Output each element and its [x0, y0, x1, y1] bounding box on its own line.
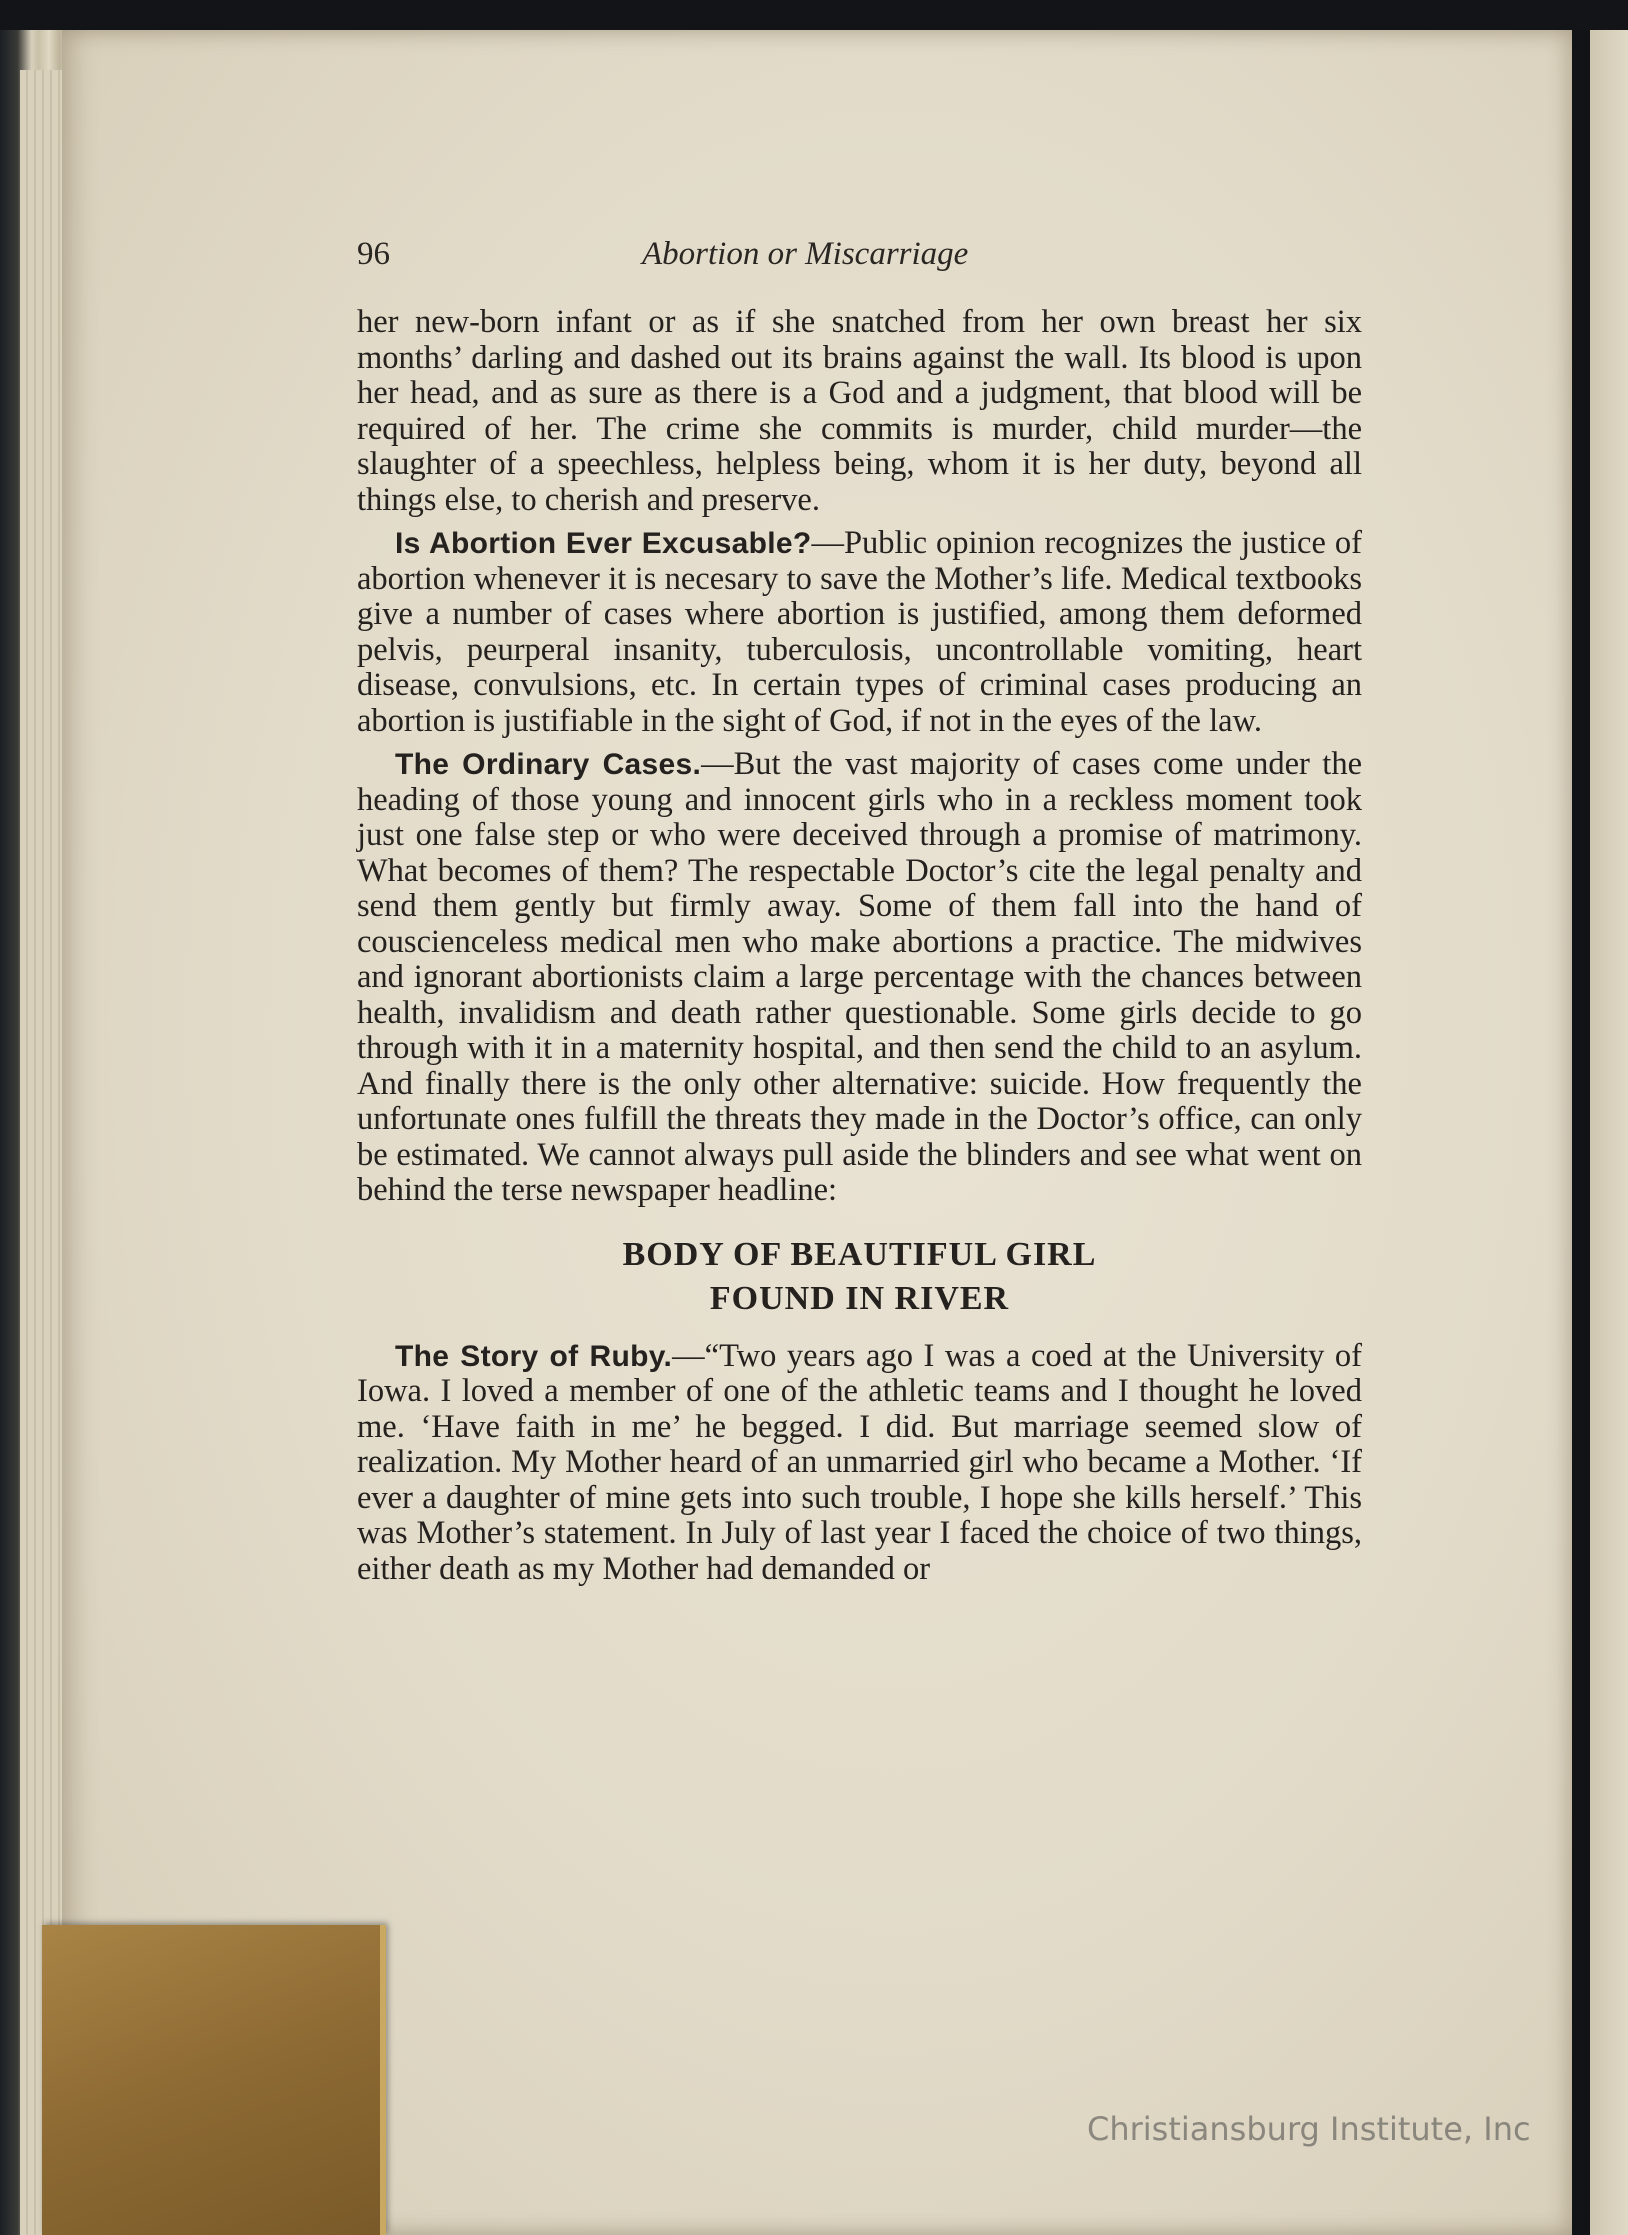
headline-line-2: FOUND IN RIVER [709, 1279, 1010, 1317]
page-number: 96 [357, 236, 390, 272]
paragraph-text: —But the vast majority of cases come under the heading of those young and innocent girls who in a reckless moment took just one false step or who were deceived through a promise of matrimony. What becomes of them? The respectable Doctor’s cite the legal penalty and send them gently but firmly away. Some of them fall into the hand of couscienceless medical men who make abortions a practice. The midwives and ignorant abortionists claim a large percentage with the chances between health, invalidism and death rather questionable. Some girls decide to go through with it in a maternity hospital, and then send the child to an asylum. And finally there is the only other alternative: suicide. How frequently the unfortunate ones fulfill the threats they made in the Doctor’s office, can only be estimated. We cannot always pull aside the blinders and see what went on behind the terse newspaper headline: [357, 746, 1363, 1208]
paragraph-ordinary-cases [357, 747, 1362, 1209]
body-text [357, 305, 1362, 1595]
section-heading: The Ordinary Cases. [395, 748, 702, 781]
paragraph-abortion-excusable [357, 526, 1362, 739]
chapter-title: Abortion or Miscarriage [642, 236, 969, 272]
paragraph-text: her new-born infant or as if she snatched from her own breast her six months’ darling and dashed out its brains against the wall. Its blood is upon her head, and as sure as there is a God and a judgment, that blood will be required of her. The crime she commits is murder, child murder—the slaughter of a speechless, helpless being, whom it is her duty, beyond all things else, to cherish and preserve. [357, 304, 1362, 518]
headline-line-1: BODY OF BEAUTIFUL GIRL [622, 1235, 1097, 1273]
section-heading: Is Abortion Ever Excusable? [395, 527, 812, 560]
running-head [357, 232, 1357, 280]
facing-page-edge [1590, 30, 1628, 2235]
newspaper-headline [357, 1233, 1362, 1321]
book-gutter [1572, 30, 1590, 2235]
paragraph-text: —“Two years ago I was a coed at the University of Iowa. I loved a member of one of the athletic teams and I thought he loved me. ‘Have faith in me’ he begged. I did. But marriage seemed slow of realization. My Mother heard of an unmarried girl who became a Mother. ‘If ever a daughter of mine gets into such trouble, I hope she kills herself.’ This was Mother’s statement. In July of last year I faced the choice of two things, either death as my Mother had demanded or [357, 1337, 1362, 1587]
paragraph-story-of-ruby [357, 1339, 1362, 1588]
library-label-sticker [42, 1925, 386, 2235]
section-heading: The Story of Ruby. [395, 1339, 673, 1373]
paragraph-continuation [357, 305, 1362, 518]
watermark: Christiansburg Institute, Inc [1087, 2110, 1531, 2148]
paragraph-text: —Public opinion recognizes the justice of abortion whenever it is necesary to save the Mother’s life. Medical textbooks give a number of cases where abortion is justified, among them deformed pelvis, peurperal insanity, tuberculosis, uncontrollable vomiting, heart disease, convulsions, etc. In certain types of criminal cases producing an abortion is justifiable in the sight of God, if not in the eyes of the law. [357, 525, 1362, 739]
